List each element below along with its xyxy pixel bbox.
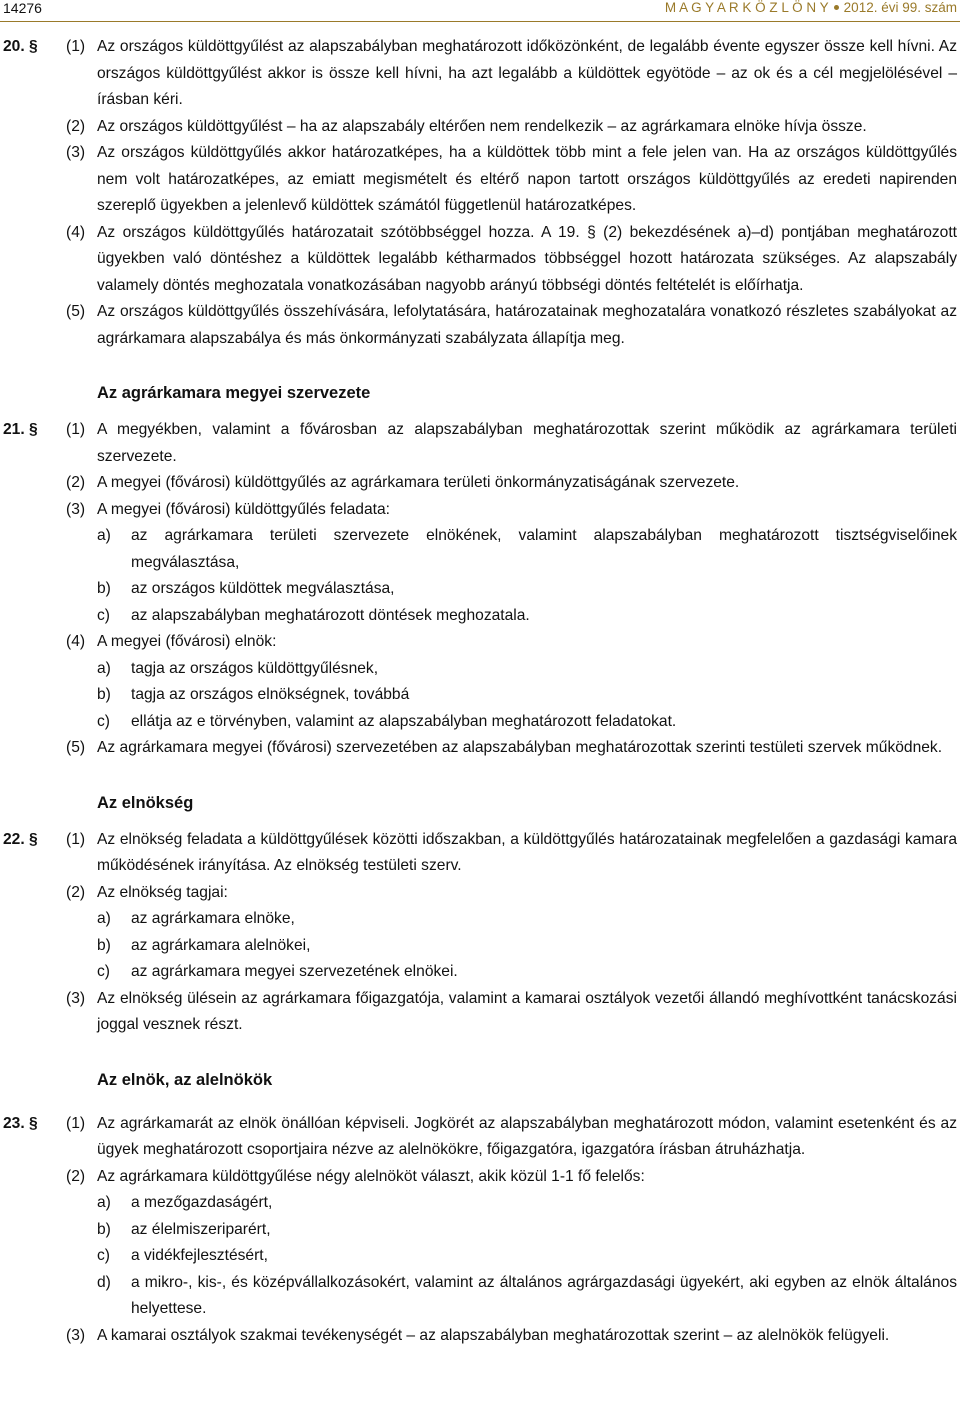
paragraph-text: A megyei (fővárosi) küldöttgyűlés feladata: bbox=[97, 500, 390, 518]
section-number: 23. § bbox=[3, 1114, 38, 1132]
paragraph bbox=[0, 880, 960, 907]
paragraph-number: (4) bbox=[66, 633, 86, 650]
item-text: az országos küldöttek megválasztása, bbox=[131, 580, 395, 597]
paragraph-number: (3) bbox=[66, 989, 86, 1007]
item-text: tagja az országos küldöttgyűlésnek, bbox=[131, 659, 379, 677]
item-text: az agrárkamara alelnökei, bbox=[131, 936, 311, 954]
paragraph-number: (2) bbox=[66, 474, 86, 491]
list-item bbox=[0, 1217, 960, 1244]
paragraph-text: Az országos küldöttgyűlés összehívására, lefolytatására, határozatainak meghozatalára vonatkozó részletes szabályokat az agrárkamara alapszabálya és más önkormányzati szabályzata állapítja meg. bbox=[97, 303, 957, 347]
item-letter: a) bbox=[97, 910, 111, 927]
list-item bbox=[0, 603, 960, 630]
paragraph-number: (2) bbox=[66, 117, 86, 135]
paragraph-text: Az agrárkamara küldöttgyűlése négy alelnököt választ, akik közül 1-1 fő felelős: bbox=[97, 1167, 645, 1185]
item-letter: d) bbox=[97, 1273, 111, 1291]
item-letter: a) bbox=[97, 527, 111, 544]
list-item bbox=[0, 959, 960, 986]
paragraph-number: (5) bbox=[66, 739, 86, 756]
item-text: tagja az országos elnökségnek, továbbá bbox=[131, 686, 410, 703]
item-letter: a) bbox=[97, 1194, 111, 1211]
paragraph-text: Az elnökség tagjai: bbox=[97, 883, 228, 901]
item-letter: b) bbox=[97, 936, 111, 954]
paragraph bbox=[0, 1111, 960, 1164]
section-number: 21. § bbox=[3, 421, 38, 438]
paragraph-text: A megyei (fővárosi) elnök: bbox=[97, 633, 277, 650]
item-letter: c) bbox=[97, 712, 110, 730]
item-text: a mezőgazdaságért, bbox=[131, 1194, 273, 1211]
paragraph bbox=[0, 114, 960, 141]
paragraph-text: A megyékben, valamint a fővárosban az alapszabályban meghatározottak szerint működik az agrárkamara területi szervezete. bbox=[97, 421, 957, 465]
paragraph-number: (5) bbox=[66, 303, 86, 320]
paragraph bbox=[0, 140, 960, 220]
paragraph-number: (1) bbox=[66, 830, 86, 848]
item-letter: b) bbox=[97, 686, 111, 703]
list-item bbox=[0, 1190, 960, 1217]
paragraph bbox=[0, 220, 960, 300]
paragraph bbox=[0, 497, 960, 524]
paragraph-number: (3) bbox=[66, 144, 86, 161]
publication-name: M A G Y A R K Ö Z L Ö N Y bbox=[664, 0, 829, 15]
paragraph-number: (3) bbox=[66, 500, 86, 518]
page-number: 14276 bbox=[3, 0, 42, 16]
section-23 bbox=[0, 1111, 960, 1350]
section-20 bbox=[0, 34, 960, 352]
section-21 bbox=[0, 417, 960, 762]
paragraph bbox=[0, 1323, 960, 1350]
section-heading: Az elnök, az alelnökök bbox=[97, 1070, 273, 1089]
paragraph bbox=[0, 470, 960, 497]
section-heading: Az elnökség bbox=[97, 793, 194, 812]
section-number: 22. § bbox=[3, 830, 38, 848]
paragraph-text: Az országos küldöttgyűlés akkor határozatképes, ha a küldöttek több mint a fele jelen van. Ha az országos küldöttgyűlés nem volt határozatképes, az emiatt megismételt és eltérő napon tartott országos küldöttgyűlés az eredeti napirenden szereplő ügyekben a jelenlevő küldöttek számától függetlenül határozatképes. bbox=[97, 144, 957, 214]
item-text: a vidékfejlesztésért, bbox=[131, 1247, 268, 1264]
paragraph-text: A kamarai osztályok szakmai tevékenységét – az alapszabályban meghatározottak szerint – az alelnökök felügyeli. bbox=[97, 1326, 890, 1344]
item-text: az alapszabályban meghatározott döntések meghozatala. bbox=[131, 606, 530, 624]
paragraph-number: (2) bbox=[66, 883, 86, 901]
list-item bbox=[0, 576, 960, 603]
item-text: a mikro-, kis-, és középvállalkozásokért, valamint az általános agrárgazdasági ügyekért, aki egyben az elnök általános helyettese. bbox=[131, 1273, 957, 1317]
item-letter: c) bbox=[97, 606, 110, 624]
paragraph-text: Az országos küldöttgyűlést az alapszabályban meghatározott időközönként, de legalább évente egyszer össze kell hívni. Az országos küldöttgyűlést akkor is össze kell hívni, ha azt legalább a küldöttek egyötöde – az ok és a cél megjelölésével – írásban kéri. bbox=[97, 38, 957, 108]
paragraph bbox=[0, 827, 960, 880]
page-header bbox=[0, 0, 960, 22]
paragraph-text: Az elnökség feladata a küldöttgyűlések közötti időszakban, a küldöttgyűlés határozatainak megfelelően a gazdasági kamara működésének irányítása. Az elnökség testületi szerv. bbox=[97, 830, 957, 874]
section-22 bbox=[0, 827, 960, 1039]
paragraph-text: Az agrárkamara megyei (fővárosi) szervezetében az alapszabályban meghatározottak szerinti testületi szervek működnek. bbox=[97, 739, 943, 756]
item-text: az agrárkamara elnöke, bbox=[131, 910, 295, 927]
list-item bbox=[0, 682, 960, 709]
paragraph-number: (3) bbox=[66, 1326, 86, 1344]
paragraph bbox=[0, 629, 960, 656]
item-text: ellátja az e törvényben, valamint az alapszabályban meghatározott feladatokat. bbox=[131, 712, 677, 730]
list-item bbox=[0, 656, 960, 683]
paragraph bbox=[0, 735, 960, 762]
bullet-icon bbox=[834, 5, 839, 10]
issue-label: 2012. évi 99. szám bbox=[843, 0, 957, 15]
list-item bbox=[0, 1243, 960, 1270]
paragraph-number: (1) bbox=[66, 1114, 86, 1132]
item-letter: c) bbox=[97, 1247, 110, 1264]
paragraph-number: (1) bbox=[66, 38, 86, 55]
paragraph-number: (4) bbox=[66, 223, 86, 241]
item-letter: c) bbox=[97, 963, 110, 980]
paragraph bbox=[0, 299, 960, 352]
paragraph bbox=[0, 1164, 960, 1191]
item-text: az agrárkamara megyei szervezetének elnökei. bbox=[131, 963, 458, 980]
list-item bbox=[0, 906, 960, 933]
paragraph bbox=[0, 417, 960, 470]
paragraph-number: (1) bbox=[66, 421, 86, 438]
paragraph-text: Az agrárkamarát az elnök önállóan képviseli. Jogkörét az alapszabályban meghatározott módon, valamint esetenként és az ügyek meghatározott csoportjaira nézve az alelnökökre, főigazgatóra, igazgatóra írásban átruházhatja. bbox=[97, 1114, 957, 1158]
paragraph-text: Az országos küldöttgyűlés határozatait szótöbbséggel hozza. A 19. § (2) bekezdésének a)–d) pontjában meghatározott ügyekben való döntéshez a küldöttek legalább kétharmados többséggel hozott határozata szükséges. Az alapszabály valamely döntés meghozatala vonatkozásában nagyobb arányú többségi döntés feltételét is előírhatja. bbox=[97, 223, 957, 294]
paragraph-text: Az országos küldöttgyűlést – ha az alapszabály eltérően nem rendelkezik – az agrárkamara elnöke hívja össze. bbox=[97, 117, 867, 135]
paragraph bbox=[0, 34, 960, 114]
section-heading: Az agrárkamara megyei szervezete bbox=[97, 384, 371, 402]
section-number: 20. § bbox=[3, 38, 38, 55]
paragraph bbox=[0, 986, 960, 1039]
list-item bbox=[0, 709, 960, 736]
publication-title bbox=[665, 0, 957, 16]
list-item bbox=[0, 1270, 960, 1323]
paragraph-number: (2) bbox=[66, 1167, 86, 1185]
document-body bbox=[0, 34, 960, 1349]
paragraph-text: Az elnökség ülésein az agrárkamara főigazgatója, valamint a kamarai osztályok vezetői állandó meghívottként tanácskozási joggal vesznek részt. bbox=[97, 989, 957, 1033]
header-rule bbox=[0, 21, 960, 22]
item-letter: b) bbox=[97, 1220, 111, 1238]
item-letter: a) bbox=[97, 659, 111, 677]
item-letter: b) bbox=[97, 580, 111, 597]
list-item bbox=[0, 523, 960, 576]
item-text: az agrárkamara területi szervezete elnökének, valamint alapszabályban meghatározott tisztségviselőinek megválasztása, bbox=[131, 527, 957, 571]
list-item bbox=[0, 933, 960, 960]
item-text: az élelmiszeriparért, bbox=[131, 1220, 271, 1238]
paragraph-text: A megyei (fővárosi) küldöttgyűlés az agrárkamara területi önkormányzatiságának szervezete. bbox=[97, 474, 740, 491]
